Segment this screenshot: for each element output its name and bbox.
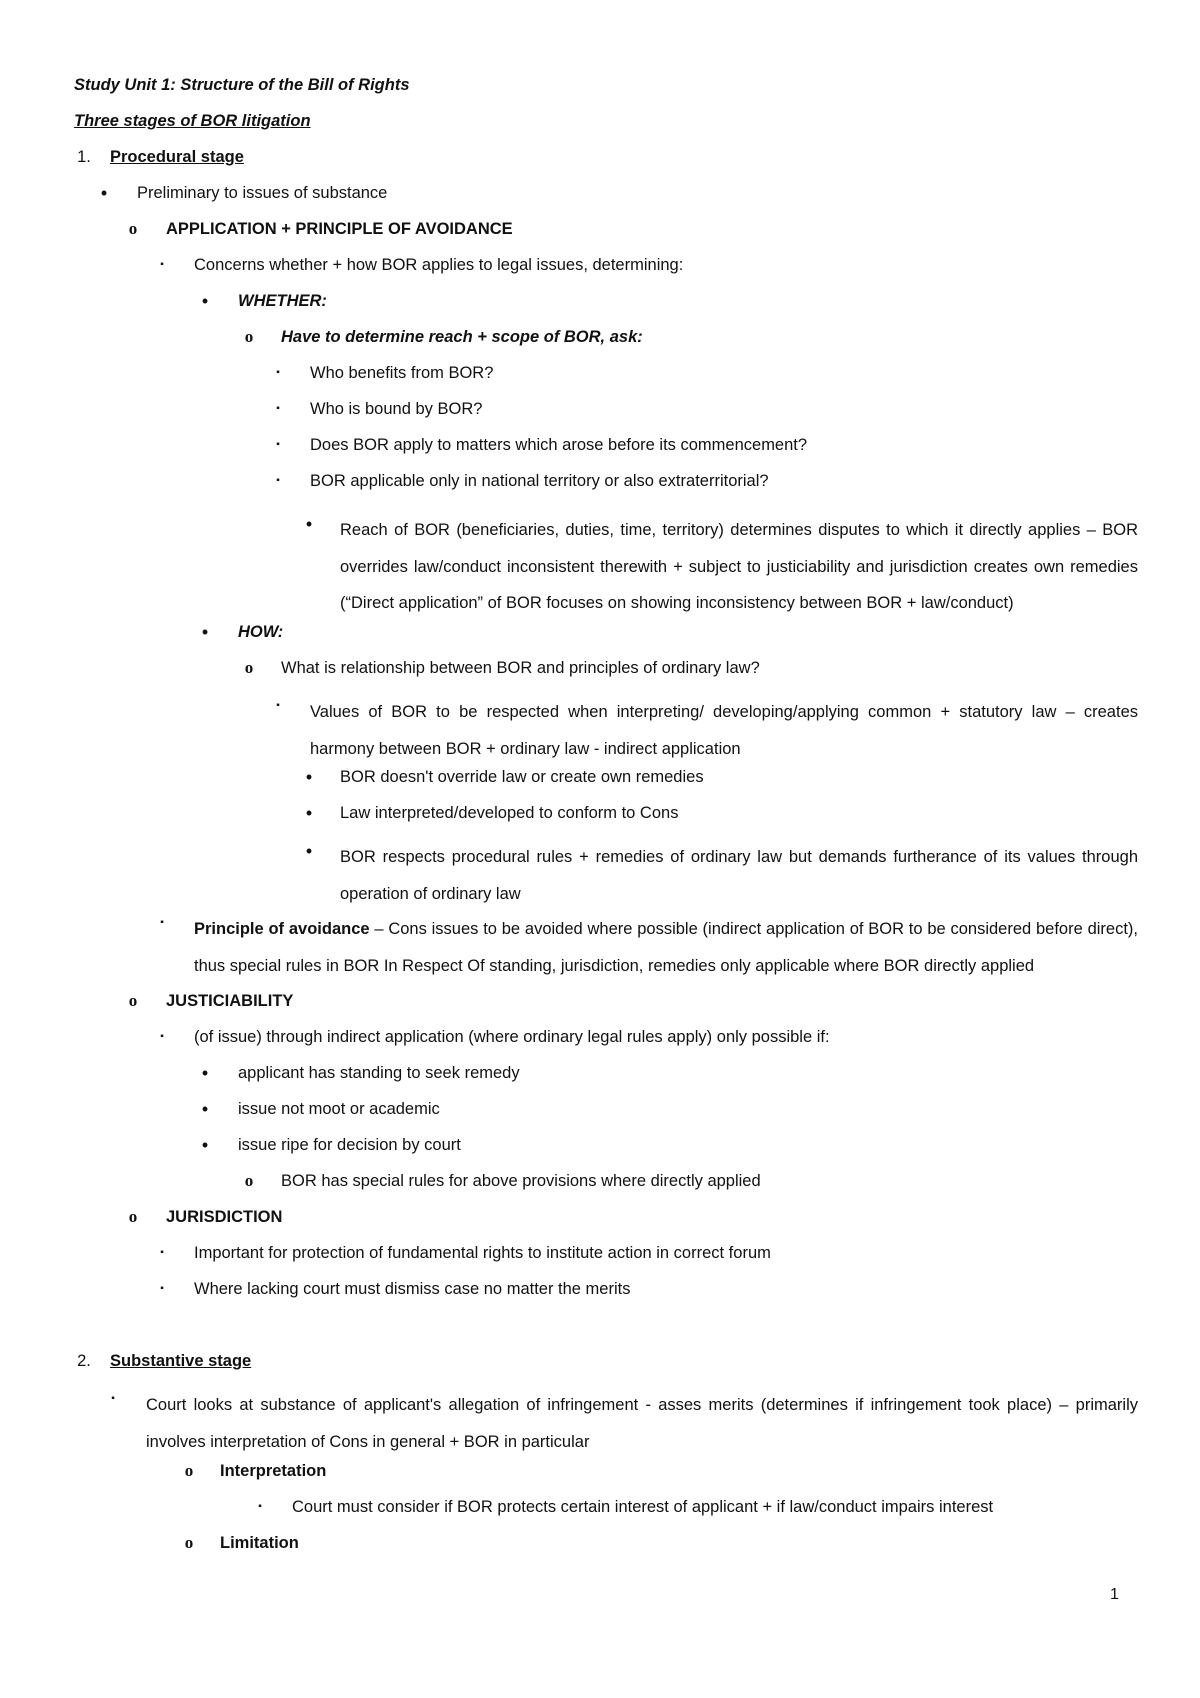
outline-item: [0, 181, 1200, 205]
outline-item: [0, 253, 1200, 277]
bullet-icon: •: [100, 183, 108, 203]
bullet-icon: o: [184, 1461, 194, 1480]
outline-item-text: Who is bound by BOR?: [310, 400, 483, 418]
outline-item-text: HOW:: [238, 623, 284, 641]
outline-item-text: Law interpreted/developed to conform to Cons: [340, 804, 679, 822]
bullet-icon: o: [128, 219, 138, 238]
outline-item-text: Who benefits from BOR?: [310, 364, 494, 382]
outline-item: [0, 1205, 1200, 1229]
outline-item-text: BOR has special rules for above provisions where directly applied: [281, 1172, 761, 1190]
outline-item: [0, 1241, 1200, 1265]
outline-item: [0, 1025, 1200, 1049]
list-number: 2.: [77, 1352, 91, 1370]
outline-item-text: APPLICATION + PRINCIPLE OF AVOIDANCE: [166, 220, 513, 238]
bullet-icon: ▪: [258, 1501, 262, 1512]
document-subtitle-line: [0, 109, 1200, 133]
bullet-icon: •: [305, 767, 313, 787]
outline-item-text: Values of BOR to be respected when interpreting/ developing/applying common + statutory law – creates harmony between BOR + ordinary law - indirect application: [310, 703, 1138, 758]
outline-item: [0, 1133, 1200, 1157]
outline-item: [0, 656, 1200, 680]
outline-item-text: applicant has standing to seek remedy: [238, 1064, 520, 1082]
bullet-icon: •: [201, 622, 209, 642]
outline-item: [0, 433, 1200, 457]
bullet-icon: ▪: [276, 439, 280, 450]
bullet-icon: ▪: [276, 700, 280, 711]
outline-item: [0, 145, 1200, 169]
outline-item: [0, 1097, 1200, 1121]
outline-item-text: issue ripe for decision by court: [238, 1136, 461, 1154]
bullet-icon: o: [128, 991, 138, 1010]
outline-item: [0, 325, 1200, 349]
bullet-icon: ▪: [160, 917, 164, 928]
outline-item-label: Principle of avoidance: [194, 920, 370, 938]
outline-item-body: Cons issues to be avoided where possible (indirect application of BOR to be considered before direct), thus special rules in BOR In Respect Of standing, jurisdiction, remedies only applicable where BOR directly applied: [194, 920, 1139, 975]
bullet-icon: ▪: [276, 403, 280, 414]
outline-item-text: Interpretation: [220, 1462, 327, 1480]
outline-item-text: Important for protection of fundamental rights to institute action in correct forum: [194, 1244, 771, 1262]
outline-item-text: JUSTICIABILITY: [166, 992, 294, 1010]
list-number: 1.: [77, 148, 91, 166]
outline-item: [0, 1061, 1200, 1085]
bullet-icon: ▪: [276, 367, 280, 378]
bullet-icon: o: [128, 1207, 138, 1226]
outline-item-text: Concerns whether + how BOR applies to legal issues, determining:: [194, 256, 684, 274]
bullet-icon: •: [201, 1063, 209, 1083]
outline-item-text: Have to determine reach + scope of BOR, ask:: [281, 328, 643, 346]
outline-item-text: Court must consider if BOR protects certain interest of applicant + if law/conduct impairs interest: [292, 1498, 994, 1516]
outline-item: [0, 1349, 1200, 1373]
bullet-icon: ▪: [160, 1031, 164, 1042]
outline-item-text: BOR doesn't override law or create own remedies: [340, 768, 704, 786]
outline-item-text: Limitation: [220, 1534, 299, 1552]
outline-item-text: Does BOR apply to matters which arose before its commencement?: [310, 436, 808, 454]
bullet-icon: o: [184, 1533, 194, 1552]
document-title-line: [0, 73, 1200, 97]
outline-item-text: Reach of BOR (beneficiaries, duties, time, territory) determines disputes to which it directly applies – BOR overrides law/conduct inconsistent therewith + subject to justiciability and jurisdiction creates own remedies (“Direct application” of BOR focuses on showing inconsistency between BOR + law/conduct): [340, 521, 1138, 613]
bullet-icon: o: [244, 1171, 254, 1190]
outline-item: [0, 1277, 1200, 1301]
outline-item-text: BOR applicable only in national territory or also extraterritorial?: [310, 472, 769, 490]
outline-item: [0, 469, 1200, 493]
bullet-icon: •: [305, 803, 313, 823]
bullet-icon: ▪: [160, 259, 164, 270]
outline-item: [0, 217, 1200, 241]
bullet-icon: •: [201, 291, 209, 311]
bullet-icon: o: [244, 658, 254, 677]
outline-item: [0, 1495, 1200, 1519]
outline-item-text: What is relationship between BOR and principles of ordinary law?: [281, 659, 760, 677]
outline-item-text: JURISDICTION: [166, 1208, 283, 1226]
outline-item-text: WHETHER:: [238, 292, 327, 310]
outline-item: [0, 801, 1200, 825]
bullet-icon: •: [201, 1135, 209, 1155]
outline-item-text: Procedural stage: [110, 148, 244, 166]
page-number: 1: [1110, 1586, 1119, 1603]
outline-item: [0, 1169, 1200, 1193]
bullet-icon: o: [244, 327, 254, 346]
outline-item-text: Substantive stage: [110, 1352, 252, 1370]
document-title: Study Unit 1: Structure of the Bill of Rights: [74, 76, 410, 94]
outline-item: [0, 361, 1200, 385]
bullet-icon: ▪: [276, 475, 280, 486]
outline-item: [0, 1459, 1200, 1483]
outline-item-text: issue not moot or academic: [238, 1100, 440, 1118]
outline-item: [0, 620, 1200, 644]
outline-item-text: Principle of avoidance – Cons issues to be avoided where possible (indirect application of BOR to be considered before direct), thus special rules in BOR In Respect Of standing, jurisdiction, remedies only applicable where BOR directly applied: [194, 920, 1139, 975]
bullet-icon: ▪: [160, 1247, 164, 1258]
outline-item-text: Preliminary to issues of substance: [137, 184, 388, 202]
bullet-icon: ▪: [111, 1393, 115, 1404]
bullet-icon: ▪: [160, 1283, 164, 1294]
outline-item: [0, 765, 1200, 789]
outline-item-text: Where lacking court must dismiss case no matter the merits: [194, 1280, 631, 1298]
document-subtitle: Three stages of BOR litigation: [74, 112, 311, 130]
bullet-icon: •: [305, 514, 313, 534]
outline-item: [0, 289, 1200, 313]
bullet-icon: •: [305, 841, 313, 861]
bullet-icon: •: [201, 1099, 209, 1119]
outline-item: [0, 989, 1200, 1013]
outline-item-text: (of issue) through indirect application (where ordinary legal rules apply) only possible if:: [194, 1028, 830, 1046]
outline-item: [0, 1531, 1200, 1555]
outline-item: [0, 397, 1200, 421]
outline-item-text: BOR respects procedural rules + remedies of ordinary law but demands furtherance of its values through operation of ordinary law: [340, 848, 1138, 903]
outline-item-text: Court looks at substance of applicant's allegation of infringement - asses merits (determines if infringement took place) – primarily involves interpretation of Cons in general + BOR in particular: [146, 1396, 1138, 1451]
